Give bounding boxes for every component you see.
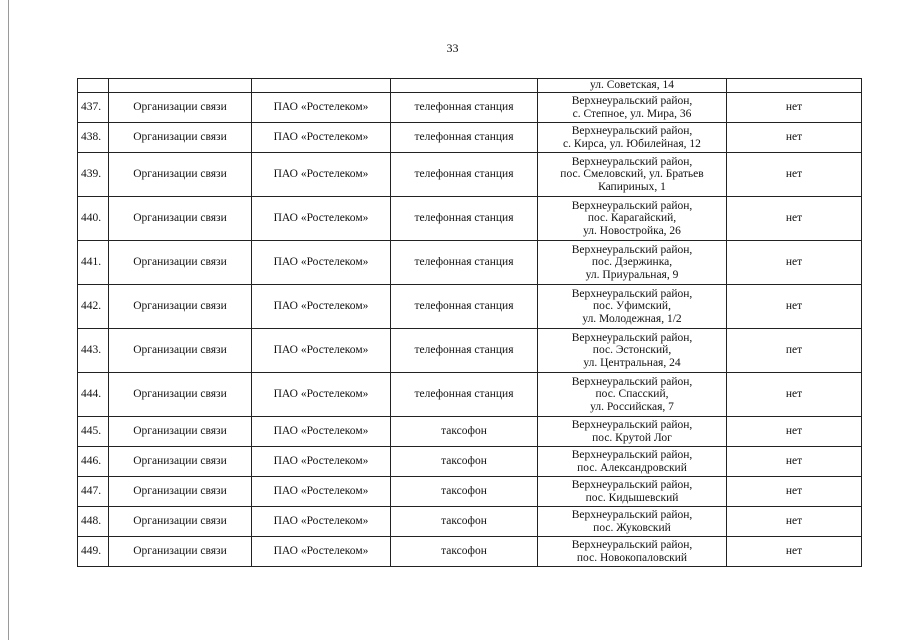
cell-num: 439. — [78, 153, 109, 197]
cell-object: телефонная станция — [391, 285, 538, 329]
cell-value: нет — [727, 197, 862, 241]
cell-category: Организации связи — [109, 285, 252, 329]
cell-category: Организации связи — [109, 373, 252, 417]
cell-value: нет — [727, 507, 862, 537]
table-row — [78, 507, 862, 537]
cell-value: нет — [727, 153, 862, 197]
cell-address: Верхнеуральский район, пос. Крутой Лог — [538, 417, 727, 447]
cell-num: 437. — [78, 93, 109, 123]
scan-left-edge — [8, 0, 9, 640]
cell-owner: ПАО «Ростелеком» — [252, 241, 391, 285]
cell-address: Верхнеуральский район, пос. Александровский — [538, 447, 727, 477]
cell-num: 448. — [78, 507, 109, 537]
cell-value: нет — [727, 285, 862, 329]
cell-category: Организации связи — [109, 477, 252, 507]
cell-num: 447. — [78, 477, 109, 507]
cell-owner: ПАО «Ростелеком» — [252, 477, 391, 507]
cell-owner: ПАО «Ростелеком» — [252, 373, 391, 417]
table-row — [78, 93, 862, 123]
table-row — [78, 373, 862, 417]
cell-category: Организации связи — [109, 507, 252, 537]
cell-value: нет — [727, 93, 862, 123]
cell-owner: ПАО «Ростелеком» — [252, 537, 391, 567]
cell-address: Верхнеуральский район, пос. Карагайский, ул. Новостройка, 26 — [538, 197, 727, 241]
cell-num: 440. — [78, 197, 109, 241]
cell-value: нет — [727, 537, 862, 567]
cell-category: Организации связи — [109, 153, 252, 197]
cell-category: Организации связи — [109, 447, 252, 477]
cell-owner: ПАО «Ростелеком» — [252, 153, 391, 197]
cell-value — [727, 79, 862, 93]
cell-object: телефонная станция — [391, 241, 538, 285]
cell-object: таксофон — [391, 447, 538, 477]
cell-address: Верхнеуральский район, с. Степное, ул. Мира, 36 — [538, 93, 727, 123]
cell-owner: ПАО «Ростелеком» — [252, 329, 391, 373]
cell-num: 446. — [78, 447, 109, 477]
registry-table — [77, 78, 862, 567]
cell-object: телефонная станция — [391, 329, 538, 373]
cell-object: таксофон — [391, 507, 538, 537]
cell-category: Организации связи — [109, 93, 252, 123]
cell-object: телефонная станция — [391, 123, 538, 153]
cell-num: 449. — [78, 537, 109, 567]
cell-num: 438. — [78, 123, 109, 153]
table-row — [78, 153, 862, 197]
cell-owner: ПАО «Ростелеком» — [252, 507, 391, 537]
page-number: 33 — [446, 41, 459, 55]
cell-owner: ПАО «Ростелеком» — [252, 197, 391, 241]
cell-num: 444. — [78, 373, 109, 417]
cell-value: нет — [727, 447, 862, 477]
cell-address: Верхнеуральский район, пос. Спасский, ул. Российская, 7 — [538, 373, 727, 417]
cell-value: пет — [727, 329, 862, 373]
cell-owner: ПАО «Ростелеком» — [252, 447, 391, 477]
cell-num: 445. — [78, 417, 109, 447]
cell-num — [78, 79, 109, 93]
table-row-continuation — [78, 79, 862, 93]
cell-object: телефонная станция — [391, 93, 538, 123]
cell-object: телефонная станция — [391, 197, 538, 241]
table-row — [78, 447, 862, 477]
cell-category: Организации связи — [109, 123, 252, 153]
cell-address: Верхнеуральский район, пос. Кидышевский — [538, 477, 727, 507]
cell-address: Верхнеуральский район, пос. Новокопаловский — [538, 537, 727, 567]
cell-address: ул. Советская, 14 — [538, 79, 727, 93]
cell-address: Верхнеуральский район, пос. Эстонский, ул. Центральная, 24 — [538, 329, 727, 373]
cell-owner: ПАО «Ростелеком» — [252, 93, 391, 123]
table-row — [78, 537, 862, 567]
cell-object: таксофон — [391, 477, 538, 507]
cell-category — [109, 79, 252, 93]
table-row — [78, 285, 862, 329]
cell-object: телефонная станция — [391, 153, 538, 197]
table-row — [78, 477, 862, 507]
cell-owner: ПАО «Ростелеком» — [252, 285, 391, 329]
cell-object — [391, 79, 538, 93]
cell-owner: ПАО «Ростелеком» — [252, 417, 391, 447]
cell-num: 442. — [78, 285, 109, 329]
cell-category: Организации связи — [109, 417, 252, 447]
cell-num: 443. — [78, 329, 109, 373]
cell-category: Организации связи — [109, 537, 252, 567]
cell-object: таксофон — [391, 537, 538, 567]
cell-owner: ПАО «Ростелеком» — [252, 123, 391, 153]
cell-value: нет — [727, 417, 862, 447]
cell-category: Организации связи — [109, 197, 252, 241]
cell-object: таксофон — [391, 417, 538, 447]
table-row — [78, 329, 862, 373]
cell-value: нет — [727, 477, 862, 507]
table-row — [78, 197, 862, 241]
cell-value: нет — [727, 123, 862, 153]
cell-address: Верхнеуральский район, пос. Дзержинка, ул. Приуральная, 9 — [538, 241, 727, 285]
cell-category: Организации связи — [109, 241, 252, 285]
cell-address: Верхнеуральский район, пос. Жуковский — [538, 507, 727, 537]
table-row — [78, 241, 862, 285]
cell-num: 441. — [78, 241, 109, 285]
cell-value: нет — [727, 373, 862, 417]
cell-address: Верхнеуральский район, с. Кирса, ул. Юбилейная, 12 — [538, 123, 727, 153]
registry-table-body — [78, 79, 862, 567]
cell-object: телефонная станция — [391, 373, 538, 417]
cell-category: Организации связи — [109, 329, 252, 373]
cell-address: Верхнеуральский район, пос. Смеловский, ул. Братьев Капириных, 1 — [538, 153, 727, 197]
cell-address: Верхнеуральский район, пос. Уфимский, ул. Молодежная, 1/2 — [538, 285, 727, 329]
cell-owner — [252, 79, 391, 93]
table-row — [78, 417, 862, 447]
table-row — [78, 123, 862, 153]
cell-value: нет — [727, 241, 862, 285]
